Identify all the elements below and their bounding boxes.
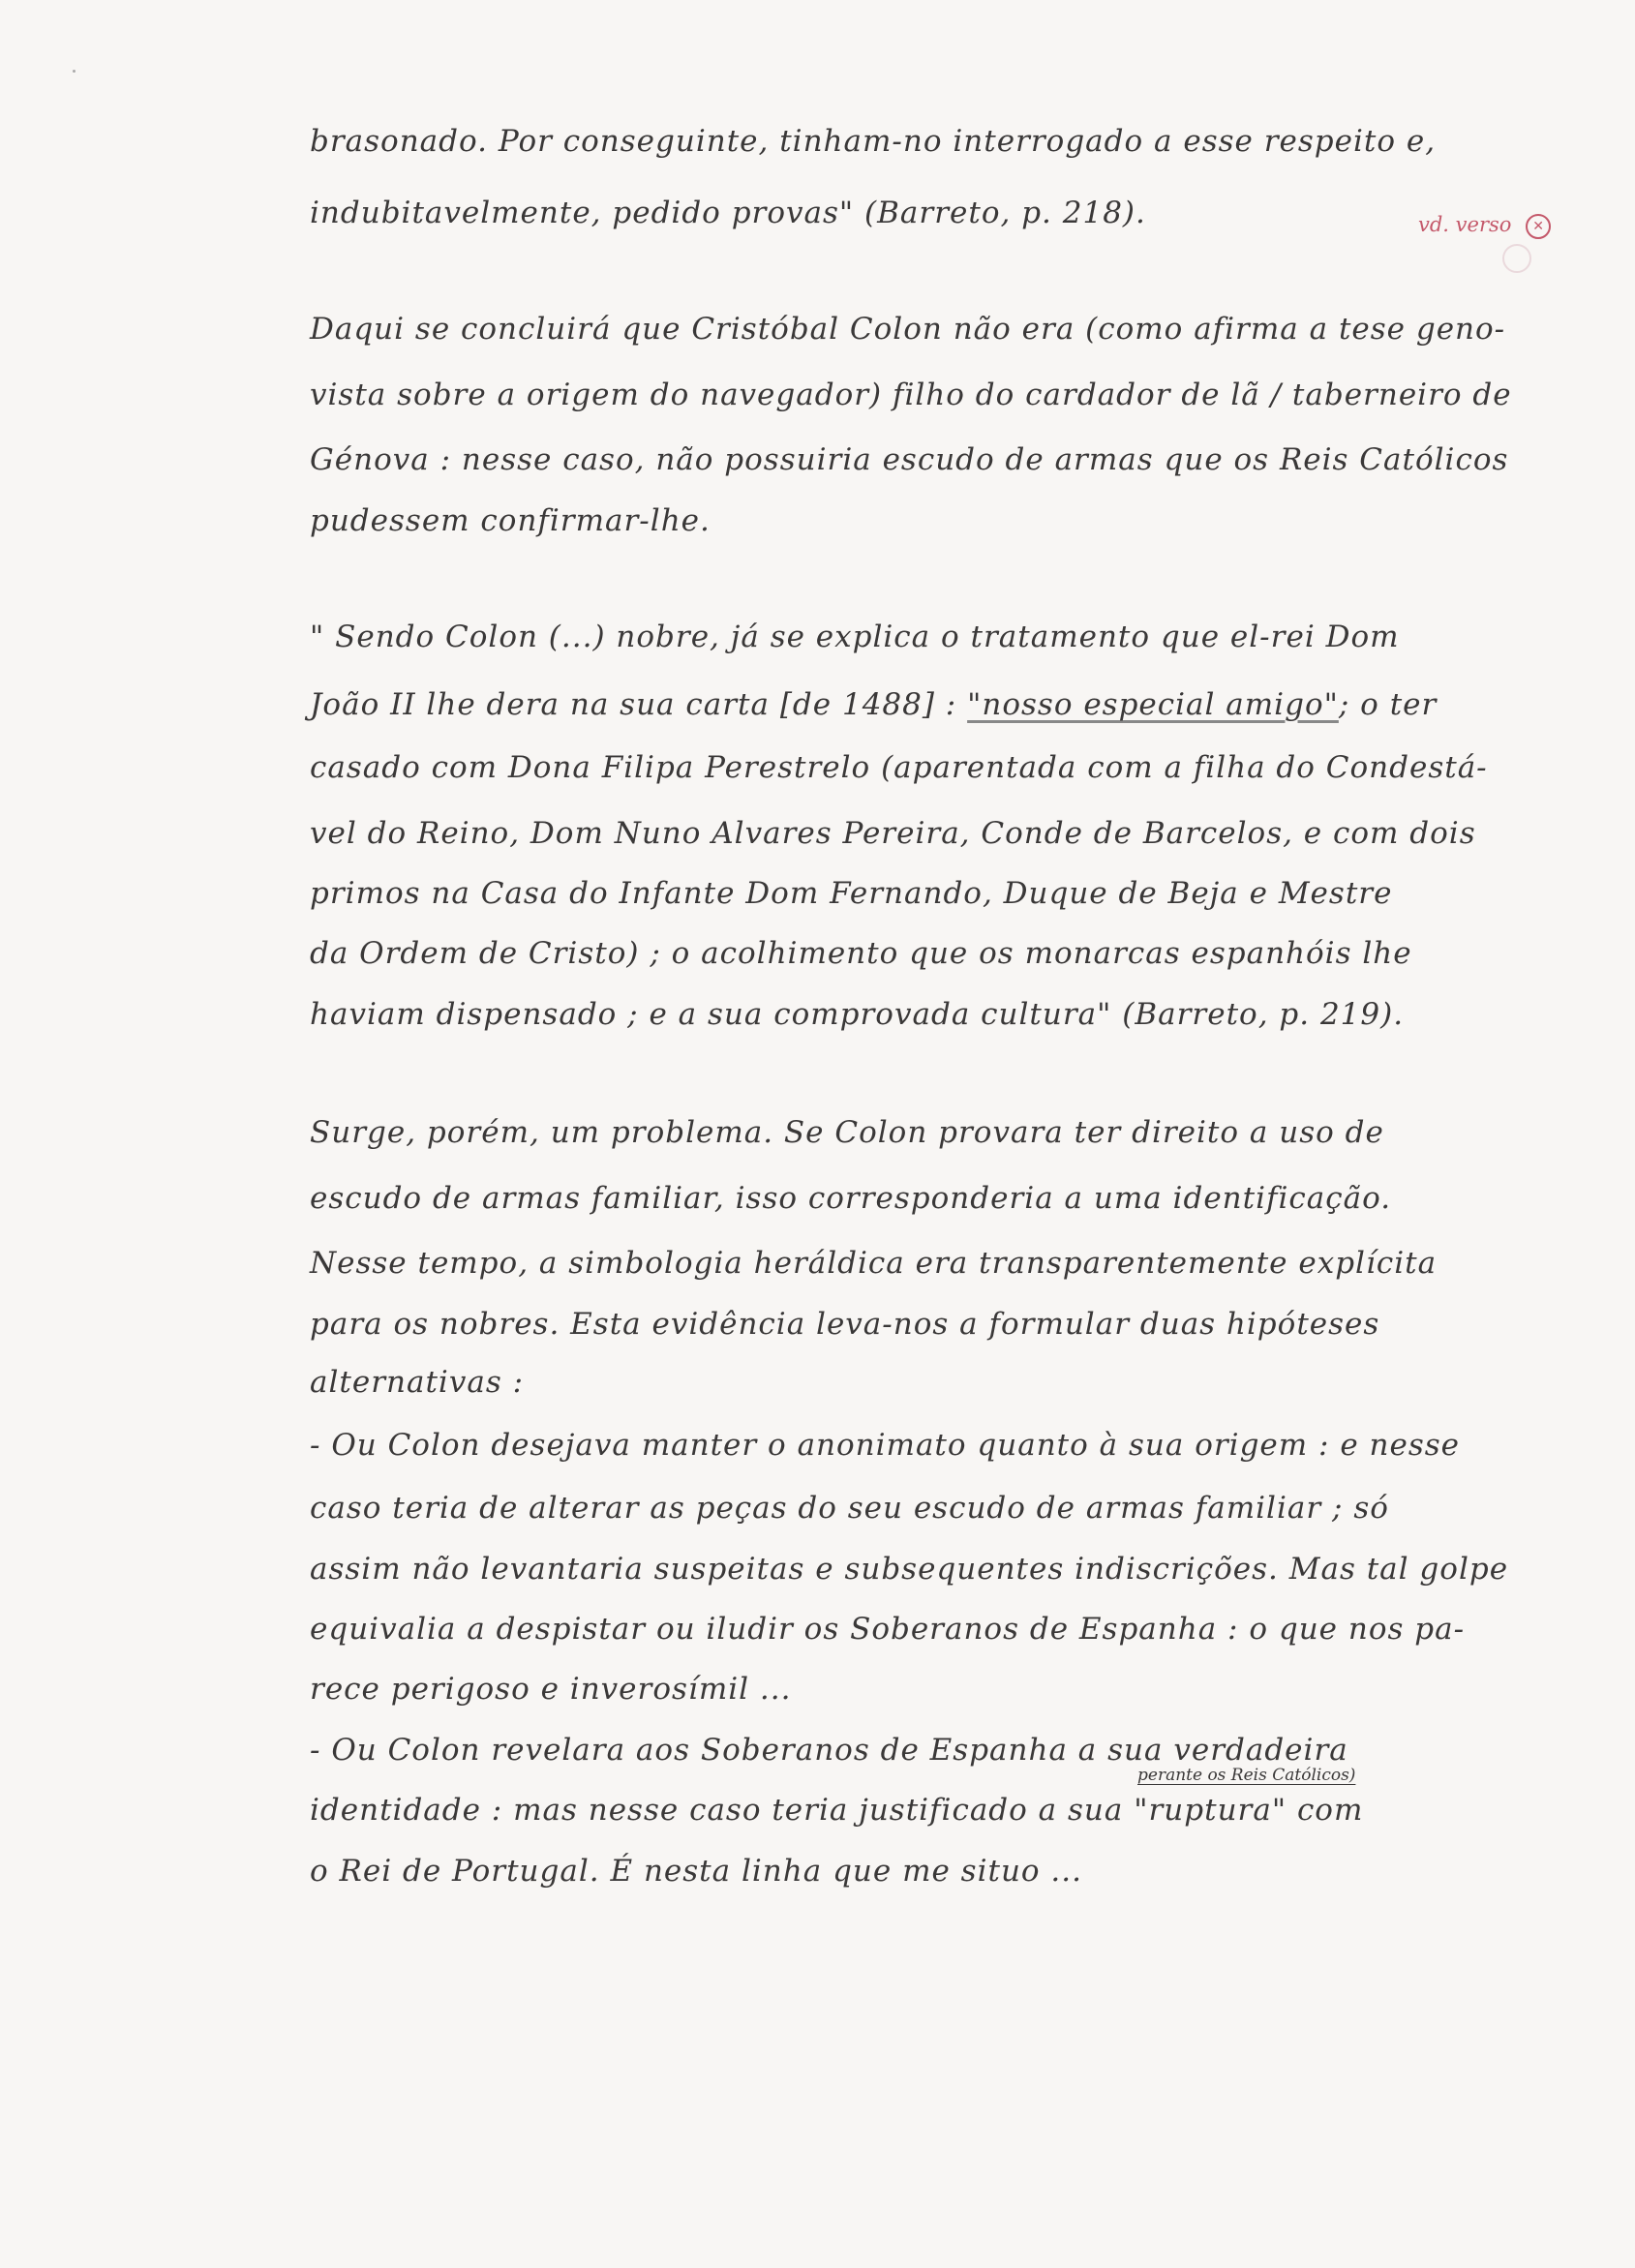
line-8-part-a: João II lhe dera na sua carta [de 1488] : (310, 687, 968, 722)
interlinear-insertion: perante os Reis Católicos) (1137, 1766, 1356, 1785)
paper-speck (73, 70, 76, 73)
text-line-23: rece perigoso e inverosímil ... (310, 1672, 792, 1707)
margin-note-verso (1418, 213, 1551, 239)
text-line-13: haviam dispensado ; e a sua comprovada cultura" (Barreto, p. 219). (310, 997, 1405, 1032)
text-line-26: o Rei de Portugal. É nesta linha que me situo ... (310, 1854, 1082, 1889)
text-line-7: " Sendo Colon (...) nobre, já se explica o tratamento que el-rei Dom (310, 620, 1400, 654)
text-line-25: identidade : mas nesse caso teria justificado a sua "ruptura" com (310, 1793, 1364, 1828)
text-line-14: Surge, porém, um problema. Se Colon provara ter direito a uso de (310, 1115, 1384, 1150)
text-line-21: assim não levantaria suspeitas e subsequentes indiscrições. Mas tal golpe (310, 1552, 1509, 1587)
text-line-20: caso teria de alterar as peças do seu escudo de armas familiar ; só (310, 1491, 1389, 1526)
text-line-17: para os nobres. Esta evidência leva-nos a formular duas hipóteses (310, 1307, 1380, 1342)
text-line-12: da Ordem de Cristo) ; o acolhimento que os monarcas espanhóis lhe (310, 936, 1412, 971)
text-line-10: vel do Reino, Dom Nuno Alvares Pereira, Conde de Barcelos, e com dois (310, 816, 1476, 851)
text-line-6: pudessem confirmar-lhe. (310, 503, 711, 538)
text-line-3: Daqui se concluirá que Cristóbal Colon não era (como afirma a tese geno- (310, 312, 1506, 347)
faint-circle-mark (1502, 244, 1531, 273)
text-line-15: escudo de armas familiar, isso corresponderia a uma identificação. (310, 1181, 1392, 1216)
text-line-4: vista sobre a origem do navegador) filho do cardador de lã / taberneiro de (310, 378, 1512, 412)
text-line-22: equivalia a despistar ou iludir os Soberanos de Espanha : o que nos pa- (310, 1612, 1466, 1647)
margin-note-text: vd. verso (1418, 213, 1512, 236)
text-line-16: Nesse tempo, a simbologia heráldica era transparentemente explícita (310, 1246, 1438, 1281)
text-line-18: alternativas : (310, 1365, 525, 1400)
text-line-2: indubitavelmente, pedido provas" (Barreto, p. 218). (310, 196, 1146, 230)
text-line-11: primos na Casa do Infante Dom Fernando, Duque de Beja e Mestre (310, 876, 1393, 911)
line-8-part-c: ; o ter (1338, 687, 1438, 722)
text-line-1: brasonado. Por conseguinte, tinham-no interrogado a esse respeito e, (310, 124, 1437, 159)
text-line-24: - Ou Colon revelara aos Soberanos de Espanha a sua verdadeira (310, 1733, 1348, 1768)
text-line-19: - Ou Colon desejava manter o anonimato quanto à sua origem : e nesse (310, 1428, 1460, 1463)
text-line-9: casado com Dona Filipa Perestrelo (aparentada com a filha do Condestá- (310, 750, 1488, 785)
text-line-5: Génova : nesse caso, não possuiria escudo de armas que os Reis Católicos (310, 442, 1509, 477)
text-line-8 (310, 687, 1437, 722)
circled-x-icon: ✕ (1526, 214, 1551, 239)
quoted-phrase-underlined: "nosso especial amigo" (967, 687, 1339, 722)
